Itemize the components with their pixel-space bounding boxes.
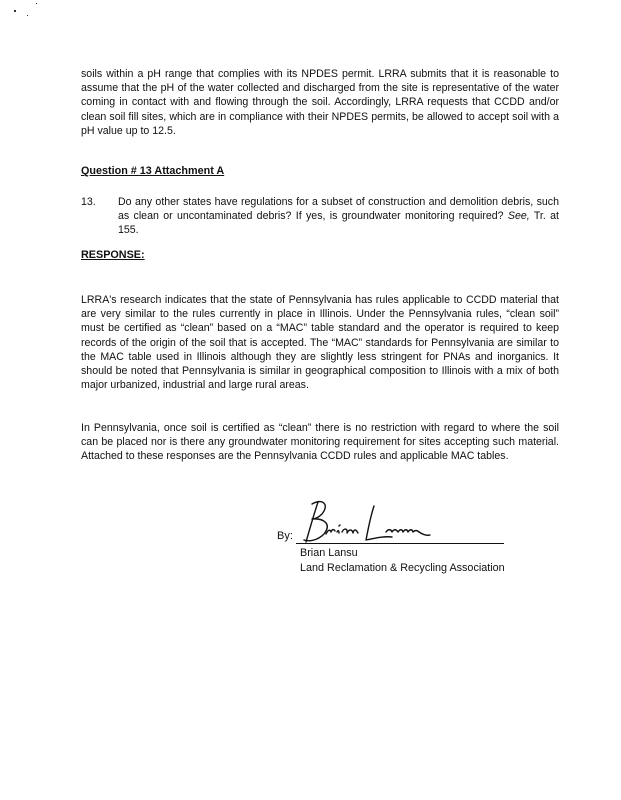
question-text — [118, 195, 559, 238]
handwritten-signature — [296, 496, 446, 548]
scan-speck — [27, 15, 28, 16]
paragraph-ph-range: soils within a pH range that complies with its NPDES permit. LRRA submits that it is reasonable to assume that the pH of the water collected and discharged from the site is representative of the water coming in contact with and flowing through the soil. Accordingly, LRRA requests that CCDD and/or clean soil fill sites, which are in compliance with their NPDES permits, be allowed to accept soil with a pH value up to 12.5. — [81, 68, 559, 137]
question-heading: Question # 13 Attachment A — [81, 165, 225, 177]
signature-by-label: By: — [277, 530, 293, 542]
response-paragraph-1: LRRA's research indicates that the state of Pennsylvania has rules applicable to CCDD material that are very similar to the rules currently in place in Illinois. Under the Pennsylvania rules, “clean soil” must be certified as “clean” based on a “MAC” table standard and the operator is required to keep records of the origin of the soil that is accepted. The “MAC” standards for Pennsylvania are similar to the MAC table used in Illinois although they are slightly less stringent for PNAs and inorganics. It should be noted that Pennsylvania is similar in geographical composition to Illinois with a mix of both major urbanized, industrial and large rural areas. — [81, 294, 559, 392]
scan-speck — [36, 3, 37, 4]
question-cite-italic: See, — [507, 210, 530, 223]
response-paragraph-2: In Pennsylvania, once soil is certified as “clean” there is no restriction with regard to where the soil can be placed nor is there any groundwater monitoring requirement for sites accepting such material. Attached to these responses are the Pennsylvania CCDD rules and applicable MAC tables. — [81, 422, 559, 463]
question-body: Do any other states have regulations for a subset of construction and demolition debris, such as clean or uncontaminated debris? If yes, is groundwater monitoring required? — [118, 196, 559, 223]
signature-block — [300, 546, 505, 575]
signature-line — [296, 543, 504, 544]
response-heading: RESPONSE: — [81, 249, 145, 261]
question-cite-rest: Tr. at 155. — [118, 210, 559, 237]
signer-organization: Land Reclamation & Recycling Association — [300, 561, 505, 574]
scan-speck — [14, 10, 16, 12]
signer-name: Brian Lansu — [300, 547, 358, 559]
question-number: 13. — [81, 196, 96, 208]
